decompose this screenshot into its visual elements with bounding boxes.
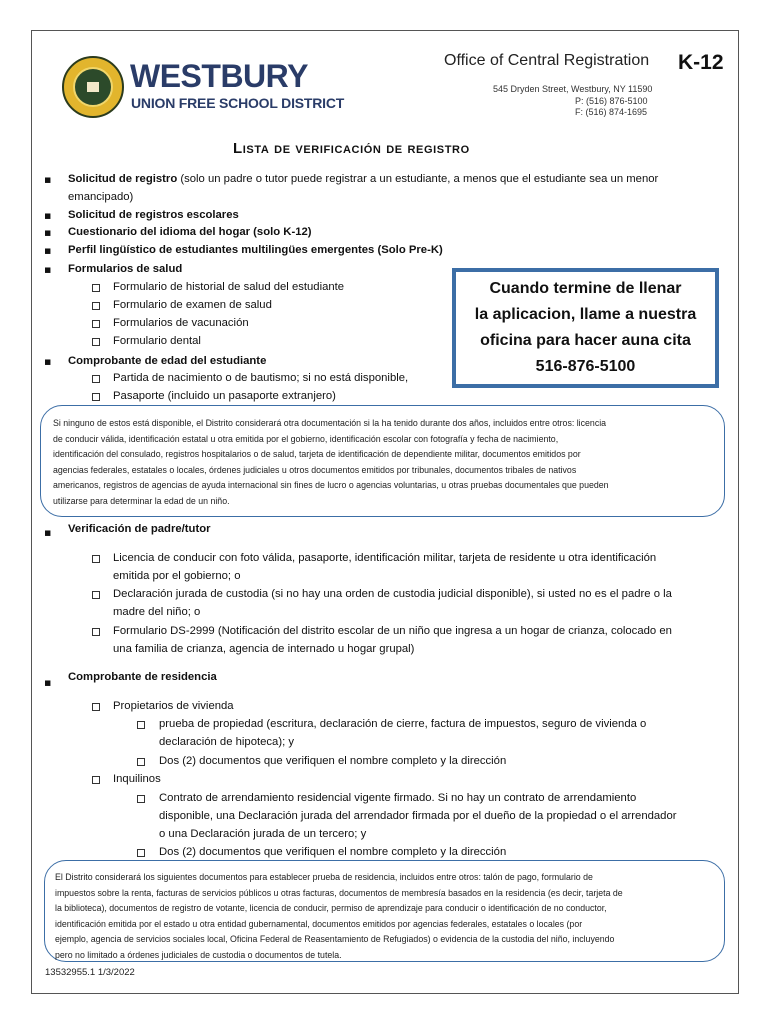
- custody-line2: madre del niño; o: [113, 606, 201, 618]
- bullet: [44, 526, 52, 539]
- bullet: [44, 226, 52, 239]
- item-language-profile: Perfil lingüístico de estudiantes multilingües emergentes (Solo Pre-K): [68, 244, 443, 256]
- checkbox[interactable]: [137, 721, 145, 729]
- checkbox[interactable]: [92, 591, 100, 599]
- item-home-language: Cuestionario del idioma del hogar (solo K-12): [68, 226, 312, 238]
- ds2999-line2: una familia de crianza, agencia de internado u hogar grupal): [113, 643, 415, 655]
- note-line: de conducir válida, identificación estatal u otra emitida por el gobierno, identificación escolar con fotografía y fecha de nacimiento,: [53, 433, 559, 444]
- lease-line3: o una Declaración jurada de un tercero; y: [159, 828, 367, 840]
- checkbox[interactable]: [92, 555, 100, 563]
- item-health-forms: Formularios de salud: [68, 263, 183, 275]
- parent-heading: Verificación de padre/tutor: [68, 523, 211, 535]
- vaccination-forms: Formularios de vacunación: [113, 317, 249, 329]
- owner-proof-line2: declaración de hipoteca); y: [159, 736, 295, 748]
- note-line: El Distrito considerará los siguientes documentos para establecer prueba de residencia, incluidos entre otros: talón de pago, formulario de: [55, 872, 593, 882]
- item-registration-cont: emancipado): [68, 191, 134, 203]
- lease-line2: disponible, una Declaración jurada del arrendador firmada por el dueño de la propiedad o el arrendador: [159, 810, 677, 822]
- district-seal-logo: [62, 56, 124, 118]
- passport: Pasaporte (incluido un pasaporte extranjero): [113, 390, 336, 402]
- health-history: Formulario de historial de salud del estudiante: [113, 281, 345, 293]
- owners-label: Propietarios de vivienda: [113, 700, 234, 712]
- bullet: [44, 173, 52, 186]
- note-line: identificación del consulado, registros hospitalarios o de salud, tarjeta de identificación de dependiente militar, documentos emitidos por: [53, 449, 581, 459]
- note-line: utilizarse para determinar la edad de un niño.: [53, 495, 230, 506]
- bullet: [44, 355, 52, 368]
- office-phone: P: (516) 876-5100: [575, 96, 648, 106]
- document-id-date: 13532955.1 1/3/2022: [45, 967, 135, 978]
- grade-label: K-12: [678, 51, 724, 74]
- callout-line-1: Cuando termine de llenar: [489, 280, 682, 297]
- item-registration-rest: (solo un padre o tutor puede registrar a un estudiante, a menos que el estudiante sea un menor: [177, 173, 659, 185]
- bullet: [44, 676, 52, 689]
- residence-note-text: [55, 870, 723, 963]
- callout-line-3: oficina para hacer auna cita: [480, 332, 691, 349]
- note-line: identificación emitida por el estado u otra entidad gubernamental, documentos emitidos por agencias federales, estatales o locales (por: [55, 918, 583, 929]
- note-line: pero no limitado a órdenes judiciales de custodia o documentos de tutela.: [55, 949, 342, 960]
- callout-line-2: la aplicacion, llame a nuestra: [474, 306, 697, 323]
- district-subtitle: UNION FREE SCHOOL DISTRICT: [131, 95, 345, 111]
- custody-line1: Declaración jurada de custodia (si no hay una orden de custodia judicial disponible), si usted no es el padre o la: [113, 588, 672, 600]
- bullet: [44, 263, 52, 276]
- note-line: la biblioteca), documentos de registro de votante, licencia de conducir, permiso de aprendizaje para conducir o identificación de no conductor,: [55, 903, 607, 913]
- checkbox[interactable]: [92, 302, 100, 310]
- parent-id-line2: emitida por el gobierno; o: [113, 570, 241, 582]
- item-registration: [68, 170, 718, 188]
- office-address: 545 Dryden Street, Westbury, NY 11590: [493, 84, 653, 94]
- dental-form: Formulario dental: [113, 335, 201, 347]
- parent-id-line1: Licencia de conducir con foto válida, pasaporte, identificación militar, tarjeta de residente u otra identificación: [113, 552, 657, 564]
- item-age-proof: Comprobante de edad del estudiante: [68, 355, 267, 367]
- bullet: [44, 209, 52, 222]
- checkbox[interactable]: [92, 393, 100, 401]
- office-name: Office of Central Registration: [444, 52, 650, 69]
- lease-line1: Contrato de arrendamiento residencial vigente firmado. Si no hay un contrato de arrendamiento: [159, 792, 637, 804]
- note-line: Si ninguno de estos está disponible, el Distrito considerará otra documentación si la ha tenido durante dos años, incluidos entre otros: licencia: [53, 418, 607, 428]
- checkbox[interactable]: [92, 776, 100, 784]
- checkbox[interactable]: [92, 375, 100, 383]
- office-fax: F: (516) 874-1695: [575, 107, 648, 117]
- checkbox[interactable]: [92, 320, 100, 328]
- checkbox[interactable]: [92, 703, 100, 711]
- tenants-label: Inquilinos: [113, 773, 161, 785]
- age-note-text: [53, 416, 723, 509]
- call-to-action-text: [456, 276, 715, 380]
- checkbox[interactable]: [92, 338, 100, 346]
- ds2999-line1: Formulario DS-2999 (Notificación del distrito escolar de un niño que ingresa a un hogar de crianza, colocado en: [113, 625, 672, 637]
- bullet: [44, 244, 52, 257]
- checkbox[interactable]: [137, 795, 145, 803]
- note-line: agencias federales, estatales o locales, órdenes judiciales u otros documentos emitidos por tribunales, documentos tribales de nativos: [53, 464, 577, 475]
- health-exam: Formulario de examen de salud: [113, 299, 272, 311]
- owner-documents: Dos (2) documentos que verifiquen el nombre completo y la dirección: [159, 755, 507, 767]
- birth-certificate: Partida de nacimiento o de bautismo; si no está disponible,: [113, 372, 409, 384]
- checkbox[interactable]: [92, 284, 100, 292]
- tenant-documents: Dos (2) documentos que verifiquen el nombre completo y la dirección: [159, 846, 507, 858]
- page-title: Lista de verificación de registro: [233, 140, 470, 157]
- checkbox[interactable]: [92, 628, 100, 636]
- item-school-records: Solicitud de registros escolares: [68, 209, 239, 221]
- item-registration-bold: Solicitud de registro: [68, 173, 178, 185]
- checkbox[interactable]: [137, 758, 145, 766]
- residence-heading: Comprobante de residencia: [68, 671, 217, 683]
- note-line: impuestos sobre la renta, facturas de servicios públicos u otras facturas, documentos de membresía basados en la residencia (es decir, tarjeta de: [55, 887, 623, 898]
- checkbox[interactable]: [137, 849, 145, 857]
- district-name: WESTBURY: [130, 58, 308, 94]
- callout-phone: 516-876-5100: [535, 358, 636, 375]
- owner-proof-line1: prueba de propiedad (escritura, declaración de cierre, factura de impuestos, seguro de vivienda o: [159, 718, 647, 730]
- note-line: ejemplo, agencia de servicios sociales local, Oficina Federal de Reasentamiento de Refugiados) o evidencia de la custodia del niño, incluyendo: [55, 934, 615, 944]
- note-line: americanos, registros de agencias de ayuda internacional sin fines de lucro o agencias voluntarias, u otras pruebas documentales que pueden: [53, 480, 609, 490]
